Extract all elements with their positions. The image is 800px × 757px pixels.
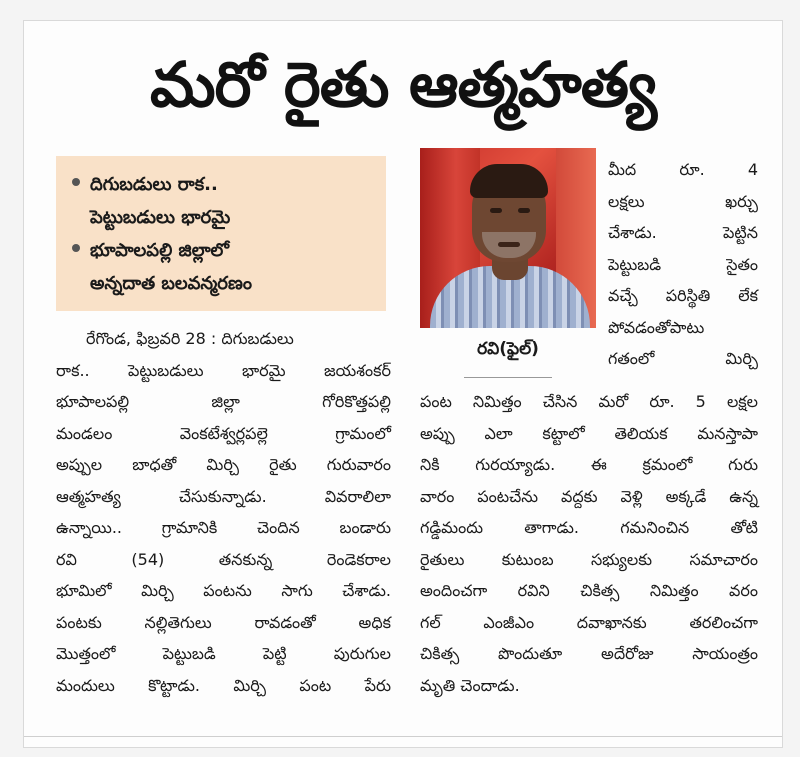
- highlight-line: దిగుబడులు రాక..: [90, 174, 218, 195]
- bullet-icon: [72, 178, 80, 186]
- highlight-item: [70, 234, 376, 300]
- article-line: చికిత్స పొందుతూ అదేరోజు సాయంత్రం: [420, 644, 758, 663]
- caption-divider: [464, 377, 552, 378]
- article-line: పంట నిమిత్తం చేసిన మరో రూ. 5 లక్షల: [420, 392, 758, 411]
- article-line: రవి (54) తనకున్న రెండెకరాల: [56, 549, 391, 569]
- photo-mouth: [498, 242, 520, 247]
- article-line: వారం పంటచేను వద్దకు వెళ్లి అక్కడే ఉన్న: [420, 486, 758, 506]
- article-line: ఆత్మహత్య చేసుకున్నాడు. వివరాలిలా: [56, 486, 391, 506]
- article-column-right-top: [608, 154, 758, 375]
- article-line: అప్పుల బాధతో మిర్చి రైతు గురువారం: [56, 455, 391, 474]
- article-line: లక్షలు ఖర్చు: [608, 191, 758, 211]
- photo-hair: [470, 164, 548, 198]
- article-line: భూమిలో మిర్చి పంటను సాగు చేశాడు.: [56, 581, 391, 600]
- article-column-right-bottom: [420, 386, 758, 701]
- highlight-item: [70, 168, 376, 234]
- highlight-line: పెట్టుబడులు భారమై: [90, 207, 231, 228]
- article-line: పెట్టుబడి సైతం: [608, 254, 758, 274]
- photo-eye: [490, 208, 502, 213]
- article-line: రైతులు కుటుంబ సభ్యులకు సమాచారం: [420, 549, 758, 569]
- article-line: భూపాలపల్లి జిల్లా గోరికొత్తపల్లి: [56, 392, 391, 411]
- article-line: చేశాడు. పెట్టిన: [608, 223, 758, 242]
- article-column-left: [56, 323, 391, 701]
- article-line: మందులు కొట్టాడు. మిర్చి పంట పేరు: [56, 675, 391, 695]
- article-line: గడ్డిమందు తాగాడు. గమనించిన తోటి: [420, 518, 758, 537]
- article-line: మొత్తంలో పెట్టుబడి పెట్టి పురుగుల: [56, 644, 391, 663]
- article-line: మీద రూ. 4: [608, 160, 758, 179]
- article-line: గల్ ఎంజీఎం దవాఖానకు తరలించగా: [420, 612, 758, 632]
- farmer-photo: [420, 148, 596, 328]
- bottom-divider: [24, 736, 782, 737]
- highlights-box: [56, 156, 386, 311]
- highlight-line: భూపాలపల్లి జిల్లాలో: [90, 240, 230, 261]
- newspaper-clipping: [23, 20, 783, 748]
- article-line: గతంలో మిర్చి: [608, 349, 758, 368]
- headline: మరో రైతు ఆత్మహత్య: [149, 48, 657, 121]
- photo-caption: రవి(ఫైల్): [477, 339, 539, 359]
- article-line: పోవడంతోపాటు: [608, 317, 705, 337]
- article-line: రేగొండ, ఫిబ్రవరి 28 : దిగుబడులు: [86, 329, 294, 348]
- article-line: మృతి చెందాడు.: [420, 675, 520, 695]
- article-line: ఉన్నాయి.. గ్రామానికి చెందిన బండారు: [56, 518, 391, 537]
- highlight-line: అన్నదాత బలవన్మరణం: [90, 273, 252, 294]
- article-line: పంటకు నల్లితెగులు రావడంతో అధిక: [56, 612, 391, 632]
- article-line: రాక.. పెట్టుబడులు భారమై జయశంకర్: [56, 360, 391, 380]
- article-line: మండలం వెంకటేశ్వర్లపల్లె గ్రామంలో: [56, 423, 391, 443]
- article-line: అప్పు ఎలా కట్టాలో తెలియక మనస్తాపా: [420, 423, 758, 443]
- bullet-icon: [72, 244, 80, 252]
- article-line: వచ్చే పరిస్థితి లేక: [608, 286, 758, 305]
- article-line: అందించగా రవిని చికిత్స నిమిత్తం వరం: [420, 581, 758, 600]
- photo-eye: [518, 208, 530, 213]
- article-line: నికి గురయ్యాడు. ఈ క్రమంలో గురు: [420, 455, 758, 474]
